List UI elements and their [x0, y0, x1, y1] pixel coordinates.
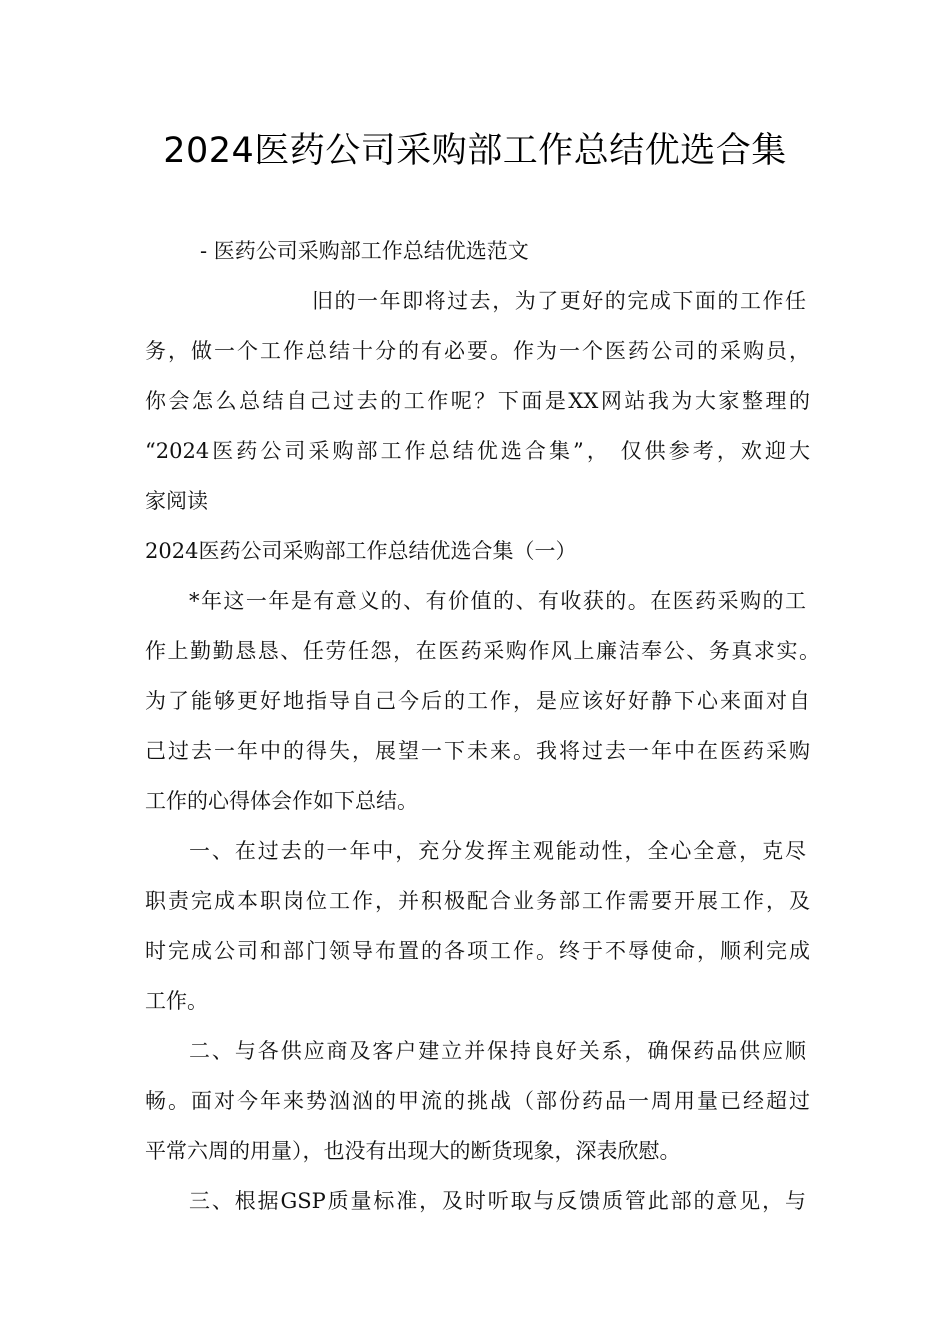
- para3-line-2: 畅。面对今年来势汹汹的甲流的挑战（部份药品一周用量已经超过: [145, 1089, 810, 1113]
- intro-line-2: 务，做一个工作总结十分的有必要。作为一个医药公司的采购员，: [145, 339, 810, 363]
- document-subtitle: - 医药公司采购部工作总结优选范文: [200, 239, 529, 263]
- para1-line-2: 作上勤勤恳恳、任劳任怨，在医药采购作风上廉洁奉公、务真求实。: [145, 639, 820, 663]
- para1-line-1: *年这一年是有意义的、有价值的、有收获的。在医药采购的工: [189, 589, 806, 613]
- document-title: 2024医药公司采购部工作总结优选合集: [163, 131, 787, 171]
- para2-line-3: 时完成公司和部门领导布置的各项工作。终于不辱使命，顺利完成: [145, 939, 810, 963]
- para1-line-3: 为了能够更好地指导自己今后的工作，是应该好好静下心来面对自: [145, 689, 810, 713]
- para2-line-1: 一、在过去的一年中，充分发挥主观能动性，全心全意，克尽: [189, 839, 806, 863]
- intro-line-1: 旧的一年即将过去，为了更好的完成下面的工作任: [312, 289, 806, 313]
- para2-line-4: 工作。: [145, 989, 208, 1013]
- intro-line-5: 家阅读: [145, 489, 208, 513]
- intro-line-3: 你会怎么总结自己过去的工作呢？下面是XX网站我为大家整理的: [145, 389, 810, 413]
- para2-line-2: 职责完成本职岗位工作，并积极配合业务部工作需要开展工作，及: [145, 889, 810, 913]
- para4-line-1: 三、根据GSP质量标准，及时听取与反馈质管此部的意见，与: [189, 1189, 806, 1213]
- para3-line-1: 二、与各供应商及客户建立并保持良好关系，确保药品供应顺: [189, 1039, 806, 1063]
- para1-line-4: 己过去一年中的得失，展望一下未来。我将过去一年中在医药采购: [145, 739, 810, 763]
- section-heading: 2024医药公司采购部工作总结优选合集（一）: [145, 539, 577, 563]
- para1-line-5: 工作的心得体会作如下总结。: [145, 789, 418, 813]
- intro-line-4: “2024医药公司采购部工作总结优选合集”， 仅供参考，欢迎大: [145, 439, 810, 463]
- para3-line-3: 平常六周的用量），也没有出现大的断货现象，深表欣慰。: [145, 1139, 681, 1163]
